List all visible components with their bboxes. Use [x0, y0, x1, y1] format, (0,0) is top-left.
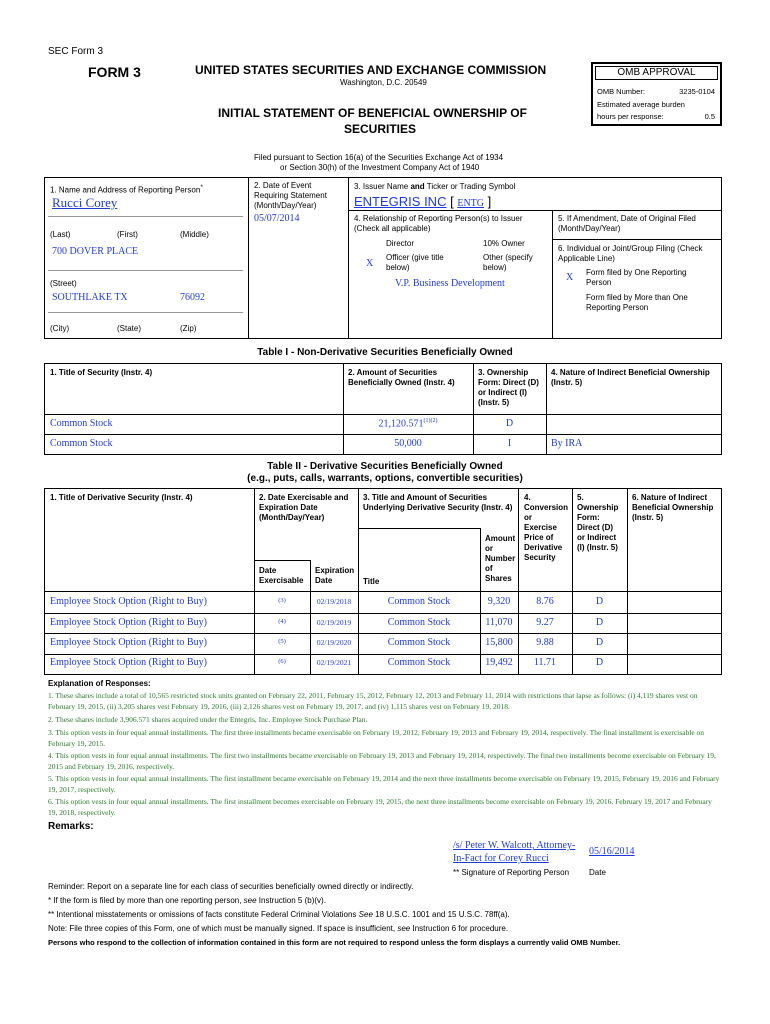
signature: /s/ Peter W. Walcott, Attorney- In-Fact for Corey Rucci: [453, 840, 576, 864]
table2-header-expiration: Expiration Date: [315, 566, 355, 585]
table2-title: Table II - Derivative Securities Beneficially Owned (e.g., puts, calls, warrants, options, convertible securities): [247, 461, 523, 484]
footer-note-3: Note: File three copies of this Form, one of which must be manually signed. If space is insufficient, see Instruction 6 for procedure.: [48, 924, 509, 933]
derivative-title: Employee Stock Option (Right to Buy): [50, 596, 207, 607]
address-zip: 76092: [180, 292, 205, 303]
table1-header-amount: 2. Amount of Securities Beneficially Owned (Instr. 4): [348, 368, 455, 387]
footnote-6: 6. This option vests in four equal annual installments. The first installment becomes exercisable on February 19, 2015, the next three installments become exercisable on February 19, 2016, February 19, 2017 and February 19, 2018, respectively.: [48, 797, 712, 817]
street-label: (Street): [50, 279, 77, 288]
exercise-price: 9.88: [536, 637, 554, 648]
state-label: (State): [117, 324, 142, 333]
omb-number-label: OMB Number:: [597, 87, 645, 96]
other-label: Other (specify below): [483, 253, 533, 272]
omb-burden-label: Estimated average burden: [597, 100, 685, 109]
table2-header-amount: Amount or Number of Shares: [485, 534, 516, 583]
officer-check[interactable]: X: [366, 258, 374, 269]
table2-header-underlying-title: Title: [363, 577, 380, 586]
director-label: Director: [386, 239, 415, 248]
reminder-note: Reminder: Report on a separate line for each class of securities beneficially owned directly or indirectly.: [48, 882, 414, 891]
table2-header-nature: 6. Nature of Indirect Beneficial Ownership (Instr. 5): [632, 493, 714, 522]
underlying-amount: 15,800: [485, 637, 513, 648]
commission-city: Washington, D.C. 20549: [340, 78, 427, 87]
box4-label: 4. Relationship of Reporting Person(s) to Issuer (Check all applicable): [354, 214, 523, 233]
box1-label: 1. Name and Address of Reporting Person*: [50, 184, 203, 195]
expiration-date: 02/19/2021: [316, 658, 352, 667]
table2-header-title: 1. Title of Derivative Security (Instr. 4): [50, 493, 193, 502]
security-title: Common Stock: [50, 418, 113, 429]
table1-header-nature: 4. Nature of Indirect Beneficial Ownership (Instr. 5): [551, 368, 710, 387]
underlying-title: Common Stock: [387, 617, 451, 628]
date-exercisable: (6): [278, 658, 286, 665]
date-exercisable: (3): [278, 597, 286, 604]
omb-number-value: 3235-0104: [679, 87, 715, 96]
date-exercisable: (4): [278, 618, 286, 625]
ownership-nature: By IRA: [551, 438, 583, 449]
security-amount: $21,120.571^{(1)(2)}$: [378, 418, 438, 430]
footnote-4: 4. This option vests in four equal annual installments. The first two installments became exercisable on February 19, 2013 and February 19, 2014, respectively. The final two installments become exercisable on February 19, 2015 and February 19, 2016, respectively.: [48, 751, 716, 771]
ownership-form: D: [595, 596, 604, 607]
ownership-form: D: [505, 418, 514, 429]
expiration-date: 02/19/2020: [316, 638, 352, 647]
underlying-amount: 19,492: [485, 657, 513, 668]
table2-header-date-exercisable: Date Exercisable: [259, 566, 304, 585]
footer-note-2: ** Intentional misstatements or omissions of facts constitute Federal Criminal Violations See 18 U.S.C. 1001 and 15 U.S.C. 78ff(a).: [48, 910, 510, 919]
form-number: FORM 3: [88, 64, 141, 80]
explanation-title: Explanation of Responses:: [48, 679, 151, 688]
commission-title: UNITED STATES SECURITIES AND EXCHANGE COMMISSION: [195, 63, 547, 77]
issuer-symbol: ENTEGRIS INC [ ENTG ]: [354, 194, 492, 209]
omb-hours-value: 0.5: [704, 112, 715, 121]
last-label: (Last): [50, 230, 71, 239]
ownership-form: D: [595, 657, 604, 668]
box2-label: 2. Date of Event Requiring Statement (Month/Day/Year): [254, 181, 327, 210]
date-exercisable: (5): [278, 638, 286, 645]
derivative-title: Employee Stock Option (Right to Buy): [50, 617, 207, 628]
footnote-3: 3. This option vests in four equal annual installments. The first three installments became exercisable on February 19, 2012, February 19, 2013 and February 19, 2014, respectively. The final installment is exercisable on February 19, 2015.: [48, 728, 705, 748]
city-label: (City): [50, 324, 70, 333]
officer-title: V.P. Business Development: [395, 278, 505, 289]
table1-header-title: 1. Title of Security (Instr. 4): [50, 368, 153, 377]
box6-label: 6. Individual or Joint/Group Filing (Check Applicable Line): [558, 244, 703, 263]
first-label: (First): [117, 230, 138, 239]
underlying-amount: 11,070: [485, 617, 513, 628]
derivative-title: Employee Stock Option (Right to Buy): [50, 657, 207, 668]
footnote-2: 2. These shares include 3,906.571 shares acquired under the Entegris, Inc. Employee Stock Purchase Plan.: [48, 715, 368, 724]
omb-title: OMB APPROVAL: [595, 66, 718, 80]
date-label: Date: [589, 868, 606, 877]
security-amount: 50,000: [394, 438, 422, 449]
reporting-person-name[interactable]: Rucci Corey: [52, 195, 118, 210]
derivative-title: Employee Stock Option (Right to Buy): [50, 637, 207, 648]
statement-title-1: INITIAL STATEMENT OF BENEFICIAL OWNERSHIP OF: [218, 106, 527, 120]
middle-label: (Middle): [180, 230, 209, 239]
event-date: 05/07/2014: [254, 213, 300, 224]
filed-pursuant-1: Filed pursuant to Section 16(a) of the Securities Exchange Act of 1934: [254, 153, 504, 162]
expiration-date: 02/19/2018: [316, 597, 352, 606]
exercise-price: 8.76: [536, 596, 554, 607]
security-title: Common Stock: [50, 438, 113, 449]
omb-disclaimer: Persons who respond to the collection of information contained in this form are not required to respond unless the form displays a currently valid OMB Number.: [48, 938, 621, 947]
table2-header-ownership: 5. Ownership Form: Direct (D) or Indirect (I) (Instr. 5): [577, 493, 619, 552]
box5-label: 5. If Amendment, Date of Original Filed (Month/Day/Year): [558, 214, 696, 233]
omb-hours-label: hours per response:: [597, 112, 664, 121]
ownership-form: D: [595, 637, 604, 648]
address-city: SOUTHLAKE TX: [52, 292, 128, 303]
ownership-form: I: [507, 438, 512, 449]
sec-form-label: SEC Form 3: [48, 46, 104, 57]
filed-pursuant-2: or Section 30(h) of the Investment Company Act of 1940: [280, 163, 480, 172]
signature-label: ** Signature of Reporting Person: [453, 868, 570, 877]
expiration-date: 02/19/2019: [316, 618, 352, 627]
underlying-title: Common Stock: [387, 637, 451, 648]
table1-title: Table I - Non-Derivative Securities Beneficially Owned: [257, 347, 513, 358]
footer-note-1: * If the form is filed by more than one reporting person, see Instruction 5 (b)(v).: [48, 896, 326, 905]
signature-date: 05/16/2014: [589, 846, 635, 857]
table2-header-conversion: 4. Conversion or Exercise Price of Derivative Security: [524, 493, 569, 562]
one-person-check[interactable]: X: [566, 272, 574, 283]
issuer-name-link[interactable]: ENTEGRIS INC: [354, 194, 447, 209]
ownership-form: D: [595, 617, 604, 628]
footnote-5: 5. This option vests in four equal annual installments. The first installment became exercisable on February 19, 2014 and the next three installments become exercisable on February 19, 2015, February 19, 2016 and February 19, 2017, respectively.: [48, 774, 720, 794]
remarks-label: Remarks:: [48, 821, 94, 832]
table2-header-underlying: 3. Title and Amount of Securities Underlying Derivative Security (Instr. 4): [363, 493, 513, 512]
zip-label: (Zip): [180, 324, 197, 333]
table1-header-ownership: 3. Ownership Form: Direct (D) or Indirect (I) (Instr. 5): [478, 368, 539, 407]
underlying-title: Common Stock: [387, 657, 451, 668]
statement-title-2: SECURITIES: [344, 122, 417, 136]
box3-label: 3. Issuer Name and Ticker or Trading Symbol: [354, 182, 516, 191]
table2-header-dates: 2. Date Exercisable and Expiration Date (Month/Day/Year): [259, 493, 349, 522]
ticker-link[interactable]: ENTG: [457, 198, 485, 209]
ten-percent-owner-label: 10% Owner: [483, 239, 525, 248]
one-person-label: Form filed by One Reporting Person: [586, 268, 687, 287]
exercise-price: 9.27: [536, 617, 554, 628]
officer-label: Officer (give title below): [386, 253, 444, 272]
address-street: 700 DOVER PLACE: [52, 246, 139, 257]
more-person-label: Form filed by More than One Reporting Person: [586, 293, 688, 312]
footnote-1: 1. These shares include a total of 10,565 restricted stock units granted on February 22, 2011, February 15, 2012, February 12, 2013 and February 11, 2014 with restrictions that lapse as follows: (i) 4,119 shares vest on February 19, 2015, (ii) 3,205 shares vest February 19, 2016, (iii) 2,126 shares vest on February 19, 2017, and (iv) 1,115 shares vest on February 19, 2018.: [48, 691, 698, 711]
omb-approval-box: [591, 62, 722, 126]
underlying-title: Common Stock: [387, 596, 451, 607]
underlying-amount: 9,320: [487, 596, 511, 607]
exercise-price: 11.71: [533, 657, 557, 668]
